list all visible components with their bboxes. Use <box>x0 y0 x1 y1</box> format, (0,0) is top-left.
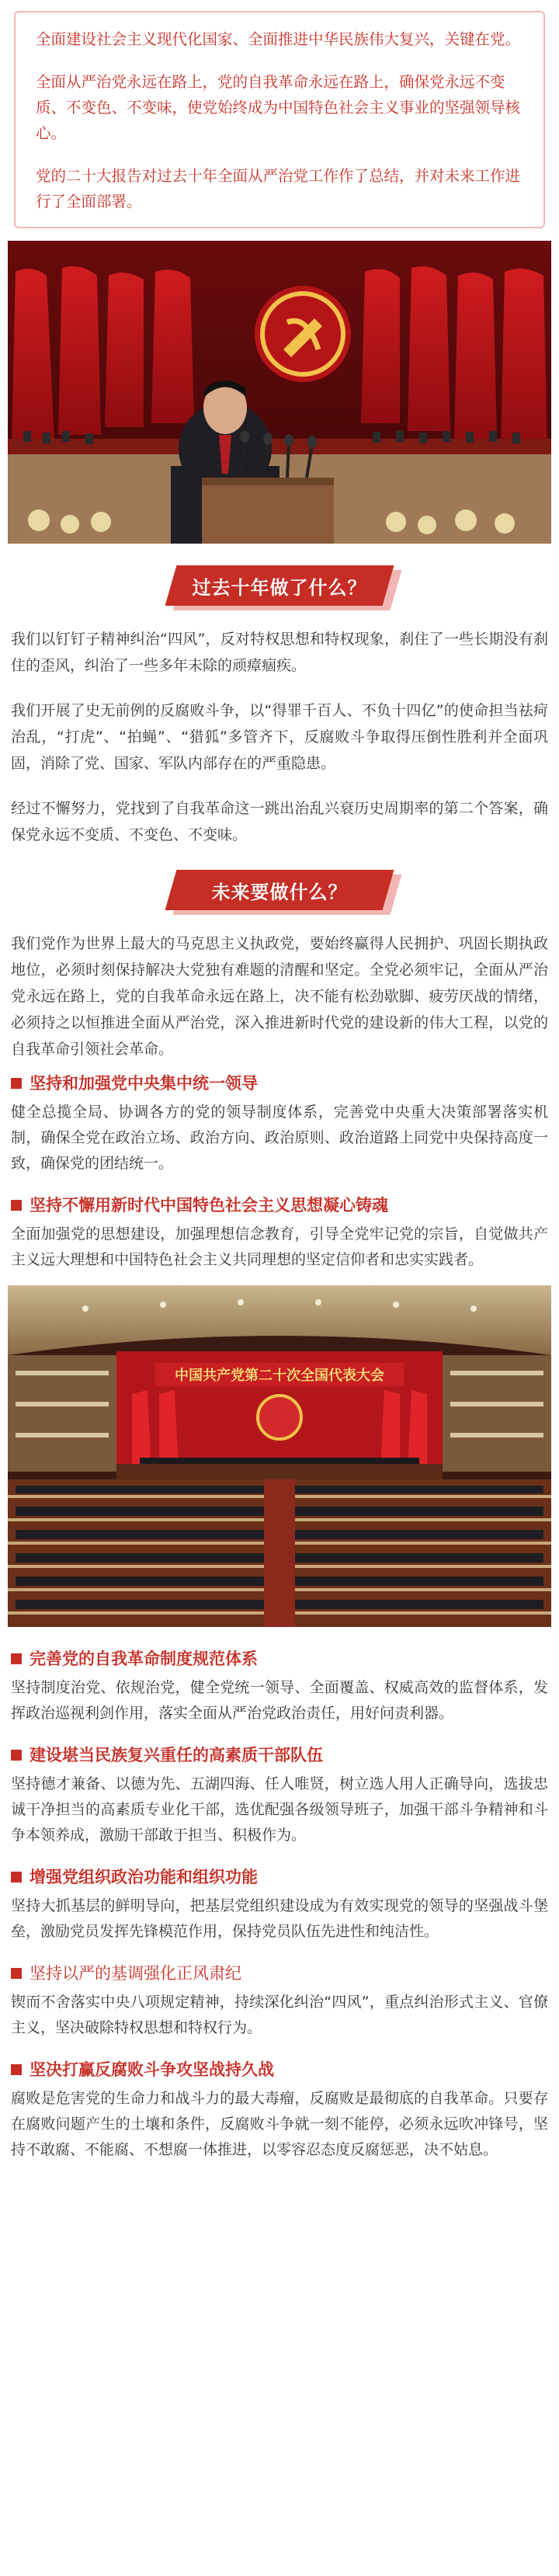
item-heading-text: 坚持以严的基调强化正风肃纪 <box>30 1964 241 1983</box>
past-paragraph-3: 经过不懈努力，党找到了自我革命这一跳出治乱兴衰历史周期率的第二个答案，确保党永远不变质、不变色、不变味。 <box>11 800 548 843</box>
past-paragraph-1: 我们以钉钉子精神纠治“四风”，反对特权思想和特权现象，刹住了一些长期没有刹住的歪风，纠治了一些多年未除的顽瘴痼疾。 <box>11 631 548 674</box>
square-bullet-icon <box>11 1872 22 1882</box>
hall-banner-text: 中国共产党第二十次全国代表大会 <box>175 1368 384 1384</box>
intro-paragraph-1: 全面建设社会主义现代化国家、全面推进中华民族伟大复兴，关键在党。 <box>36 30 521 48</box>
item-heading-text: 坚持和加强党中央集中统一领导 <box>30 1074 258 1093</box>
square-bullet-icon <box>11 1200 22 1211</box>
item-heading <box>11 2058 548 2081</box>
item-text: 坚持大抓基层的鲜明导向，把基层党组织建设成为有效实现党的领导的坚强战斗堡垒，激励党员发挥先锋模范作用，保持党员队伍先进性和纯洁性。 <box>11 1897 548 1940</box>
item-heading <box>11 1743 548 1767</box>
item-heading-text: 完善党的自我革命制度规范体系 <box>30 1650 258 1668</box>
intro-paragraph-3: 党的二十大报告对过去十年全面从严治党工作作了总结，并对未来工作进行了全面部署。 <box>36 167 521 210</box>
square-bullet-icon <box>11 1968 22 1979</box>
item-text: 腐败是危害党的生命力和战斗力的最大毒瘤，反腐败是最彻底的自我革命。只要存在腐败问题产生的土壤和条件，反腐败斗争就一刻不能停，必须永远吹冲锋号，坚持不敢腐、不能腐、不想腐一体推进，以零容忍态度反腐惩恶，决不姑息。 <box>11 2090 548 2158</box>
square-bullet-icon <box>11 1653 22 1664</box>
intro-box <box>14 11 545 228</box>
square-bullet-icon <box>11 1078 22 1089</box>
congress-hall-photo <box>8 1285 551 1627</box>
congress-speech-image <box>8 241 551 544</box>
item-text: 全面加强党的思想建设，加强理想信念教育，引导全党牢记党的宗旨，自觉做共产主义远大理想和中国特色社会主义共同理想的坚定信仰者和忠实实践者。 <box>11 1225 548 1268</box>
congress-speech-photo <box>8 241 551 544</box>
section-banner-future <box>171 870 388 910</box>
section-banner-past <box>171 565 388 606</box>
item-heading-text: 坚持不懈用新时代中国特色社会主义思想凝心铸魂 <box>30 1196 388 1215</box>
square-bullet-icon <box>11 2064 22 2075</box>
item-heading-text: 建设堪当民族复兴重任的高素质干部队伍 <box>30 1746 323 1764</box>
item-text: 健全总揽全局、协调各方的党的领导制度体系，完善党中央重大决策部署落实机制，确保全党在政治立场、政治方向、政治原则、政治道路上同党中央保持高度一致，确保党的团结统一。 <box>11 1104 548 1172</box>
item-heading <box>11 1072 548 1095</box>
item-heading-text: 坚决打赢反腐败斗争攻坚战持久战 <box>30 2060 274 2079</box>
item-text: 坚持德才兼备、以德为先、五湖四海、任人唯贤，树立选人用人正确导向，选拔忠诚干净担当的高素质专业化干部，选优配强各级领导班子，加强干部斗争精神和斗争本领养成，激励干部敢于担当、积极作为。 <box>11 1775 548 1844</box>
item-text: 坚持制度治党、依规治党，健全党统一领导、全面覆盖、权威高效的监督体系，发挥政治巡视利剑作用，落实全面从严治党政治责任，用好问责利器。 <box>11 1679 548 1722</box>
item-heading <box>11 1962 548 1985</box>
section-banner-past-label: 过去十年做了什么？ <box>192 576 367 599</box>
congress-hall-image <box>8 1285 551 1627</box>
intro-paragraph-2: 全面从严治党永远在路上，党的自我革命永远在路上，确保党永远不变质、不变色、不变味，使党始终成为中国特色社会主义事业的坚强领导核心。 <box>36 73 521 142</box>
past-paragraph-2: 我们开展了史无前例的反腐败斗争，以“得罪千百人、不负十四亿”的使命担当祛疴治乱，“打虎”、“拍蝇”、“猎狐”多管齐下，反腐败斗争取得压倒性胜利并全面巩固，消除了党、国家、军队内部存在的严重隐患。 <box>11 702 548 772</box>
future-lead-paragraph: 我们党作为世界上最大的马克思主义执政党，要始终赢得人民拥护、巩固长期执政地位，必须时刻保持解决大党独有难题的清醒和坚定。全党必须牢记，全面从严治党永远在路上，党的自我革命永远在路上，决不能有松劲歇脚、疲劳厌战的情绪，必须持之以恒推进全面从严治党，深入推进新时代党的建设新的伟大工程，以党的自我革命引领社会革命。 <box>11 935 548 1058</box>
item-heading-text: 增强党组织政治功能和组织功能 <box>30 1868 258 1886</box>
square-bullet-icon <box>11 1750 22 1761</box>
article-page <box>0 11 559 2163</box>
item-text: 锲而不舍落实中央八项规定精神，持续深化纠治“四风”，重点纠治形式主义、官僚主义，坚决破除特权思想和特权行为。 <box>11 1994 548 2036</box>
section-banner-future-label: 未来要做什么？ <box>211 881 348 903</box>
item-heading <box>11 1647 548 1670</box>
item-heading <box>11 1194 548 1217</box>
item-heading <box>11 1865 548 1889</box>
